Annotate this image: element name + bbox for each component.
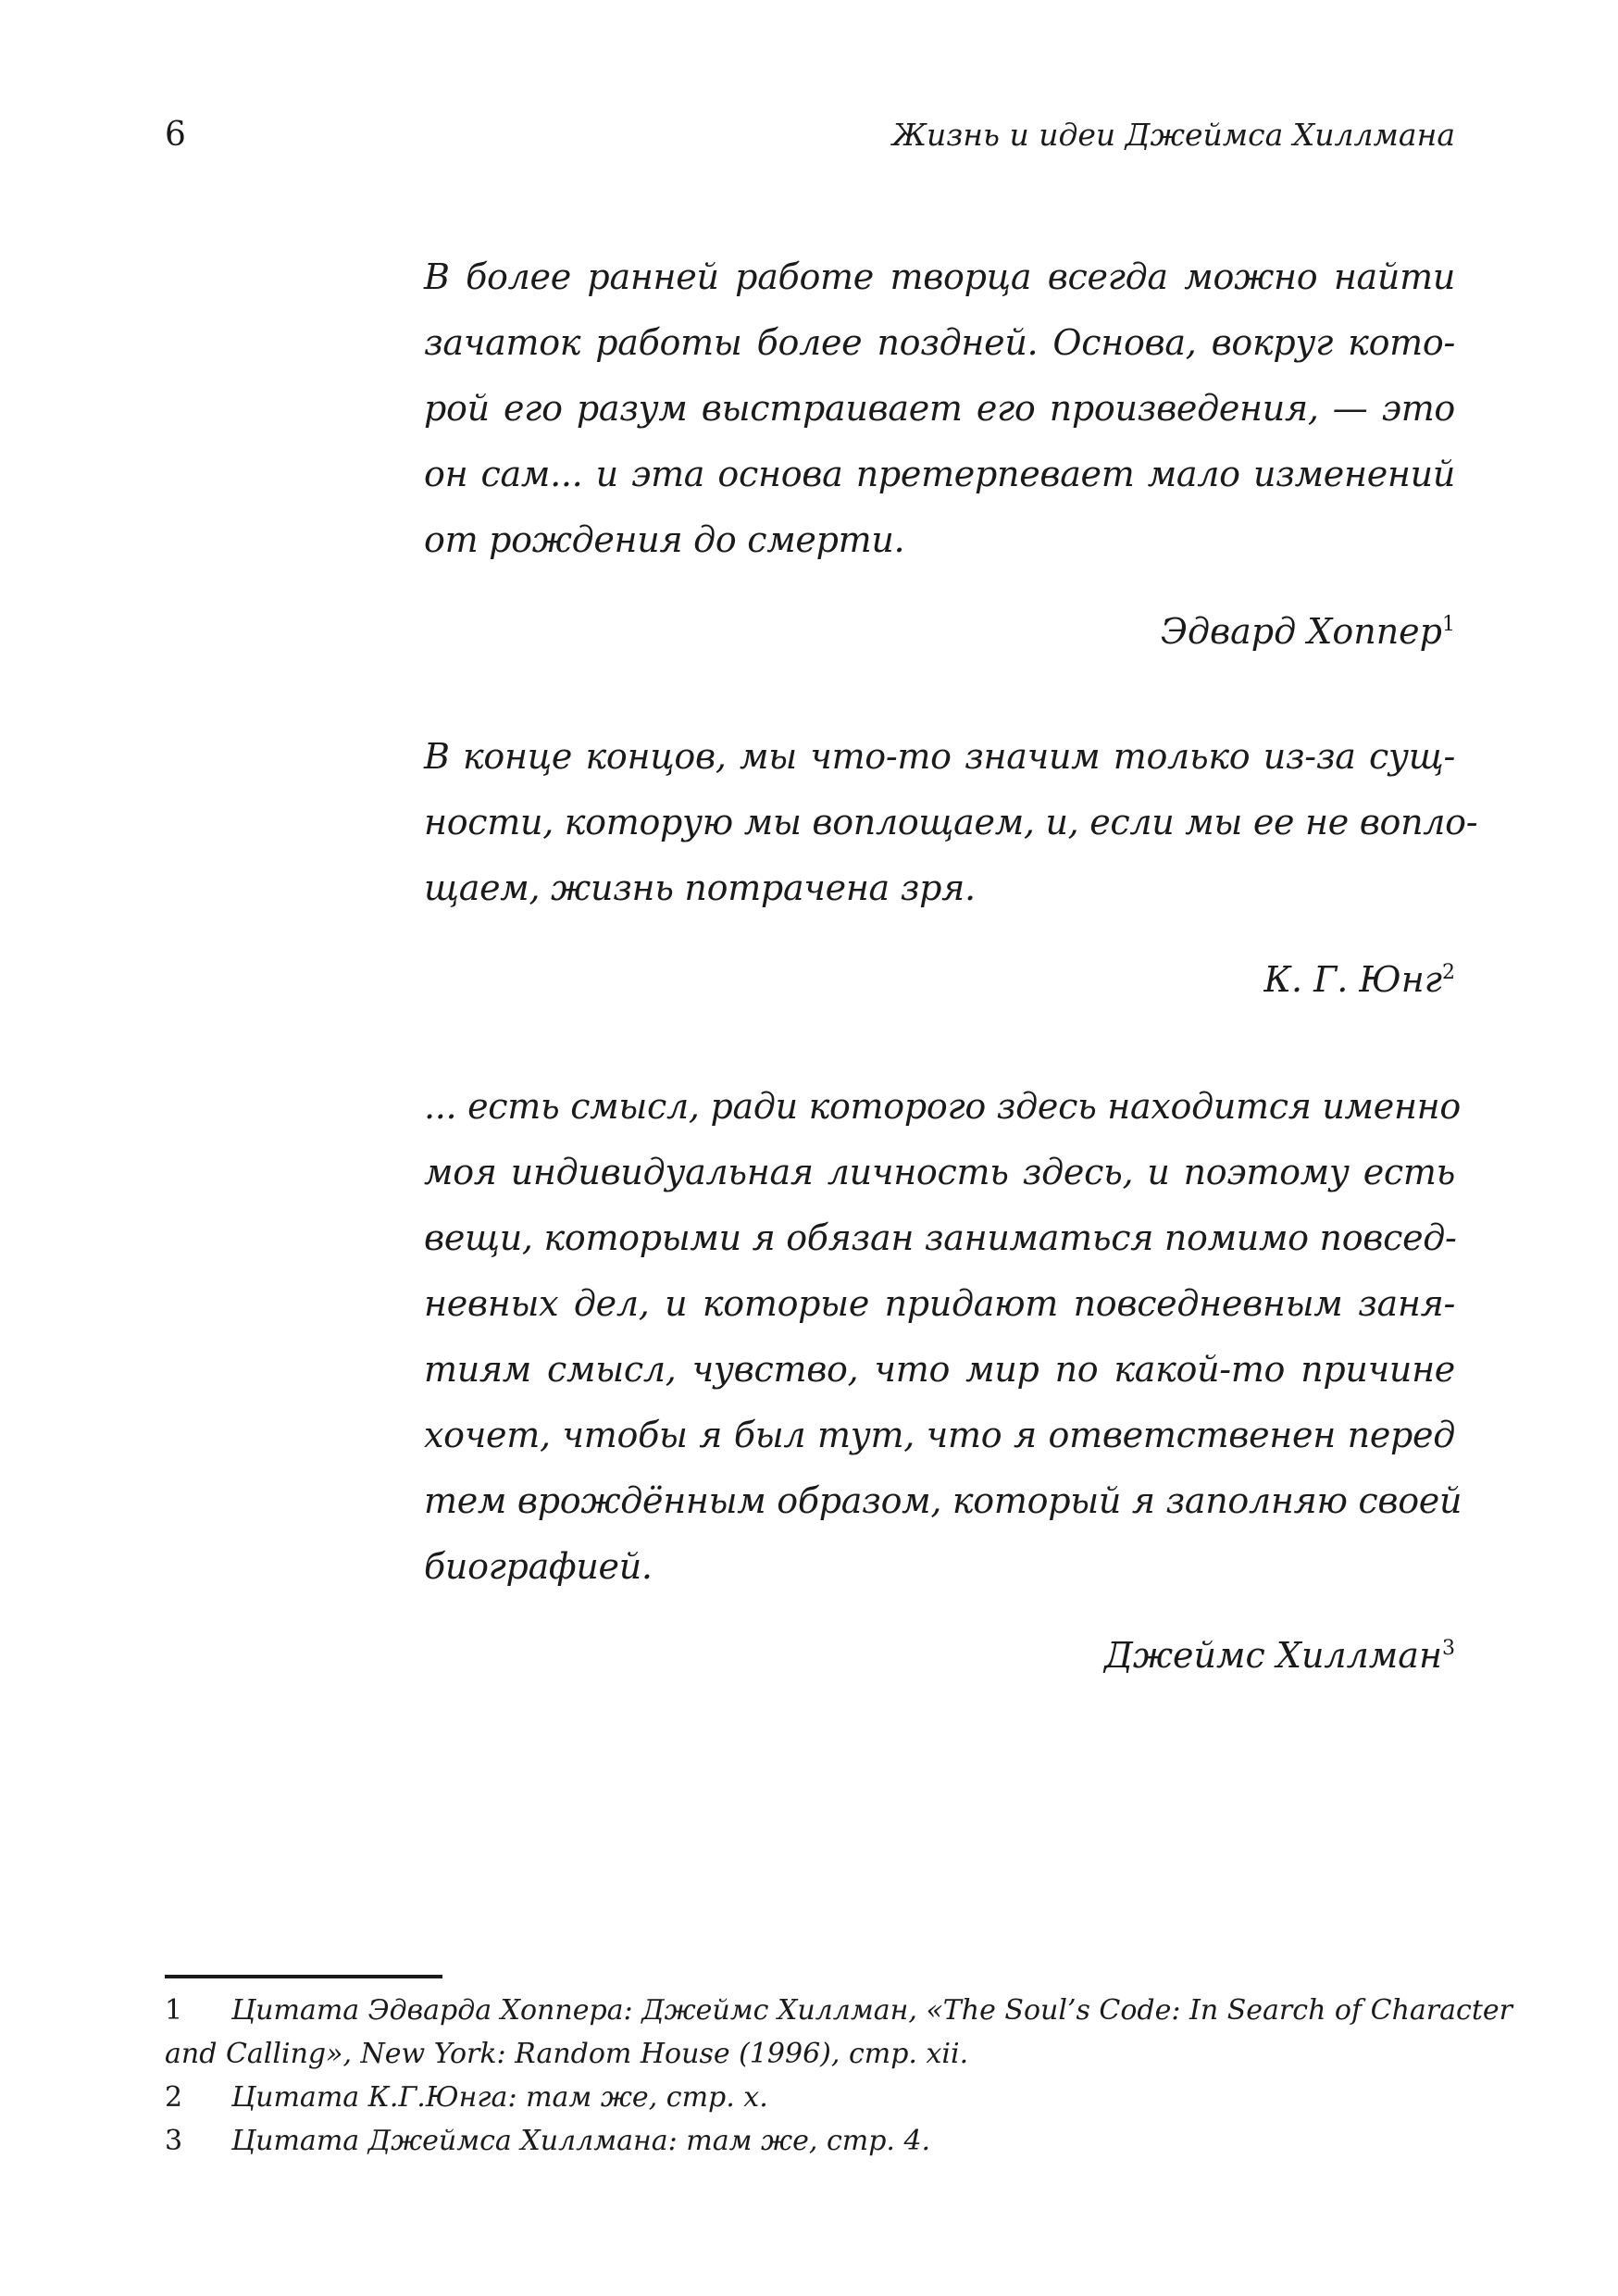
footnote-ref: 3 (1442, 1637, 1455, 1660)
epigraph-line: вещи, которыми я обязан заниматься помимо повсед- (424, 1217, 1457, 1258)
epigraph-line: В более ранней работе творца всегда можно найти (424, 256, 1455, 297)
attribution-author: Эдвард Хоппер (1160, 611, 1442, 652)
epigraph-line: рой его разум выстраивает его произведения, — это (424, 388, 1455, 429)
epigraph-line: тем врождённым образом, который я заполняю своей (424, 1480, 1462, 1521)
footnotes (165, 1989, 1512, 2163)
footnote-text: Цитата Джеймса Хиллмана: там же, стр. 4. (231, 2125, 931, 2157)
epigraph-line: биографией. (424, 1546, 653, 1587)
footnote-text-continued: and Calling», New York: Random House (1996), стр. xii. (165, 2038, 969, 2070)
footnote-ref: 1 (1442, 613, 1455, 636)
footnote-number: 1 (165, 1994, 183, 2027)
footnote-1 (165, 1989, 1512, 2076)
attribution-author: Джеймс Хиллман (1103, 1635, 1442, 1676)
epigraph-line: от рождения до смерти. (424, 519, 905, 560)
footnote-ref: 2 (1442, 961, 1455, 984)
footnote-3 (165, 2119, 1455, 2163)
running-title: Жизнь и идеи Джеймса Хиллмана (891, 117, 1455, 153)
epigraph-line: ности, которую мы воплощаем, и, если мы ее не вопло- (424, 802, 1478, 842)
attribution-hillman (1104, 1633, 1455, 1678)
epigraph-line: моя индивидуальная личность здесь, и поэтому есть (424, 1152, 1455, 1192)
footnote-text: Цитата К.Г.Юнга: там же, стр. x. (231, 2081, 768, 2114)
epigraph-jung (424, 724, 1478, 921)
epigraph-line: ... есть смысл, ради которого здесь находится именно (424, 1086, 1461, 1127)
epigraph-line: щаем, жизнь потрачена зря. (424, 867, 976, 908)
footnote-separator (165, 1975, 442, 1978)
attribution-hopper (1161, 609, 1455, 654)
footnote-2 (165, 2076, 1455, 2119)
attribution-jung (1264, 957, 1455, 1002)
epigraph-line: зачаток работы более поздней. Основа, вокруг кото- (424, 322, 1455, 363)
epigraph-line: тиям смысл, чувство, что мир по какой-то причине (424, 1349, 1455, 1390)
footnote-number: 3 (165, 2125, 183, 2157)
epigraph-hopper (424, 244, 1455, 573)
attribution-author: К. Г. Юнг (1263, 959, 1442, 1000)
epigraph-line: хочет, чтобы я был тут, что я ответственен перед (424, 1415, 1455, 1455)
footnote-number: 2 (165, 2081, 183, 2114)
epigraph-line: невных дел, и которые придают повседневным заня- (424, 1283, 1455, 1324)
epigraph-hillman (424, 1074, 1462, 1600)
epigraph-line: он сам... и эта основа претерпевает мало изменений (424, 454, 1455, 494)
page-number: 6 (165, 116, 186, 154)
epigraph-line: В конце концов, мы что-то значим только из-за сущ- (424, 736, 1455, 777)
footnote-text: Цитата Эдварда Хоппера: Джеймс Хиллман, «The Soul’s Code: In Search of Character (231, 1994, 1512, 2027)
